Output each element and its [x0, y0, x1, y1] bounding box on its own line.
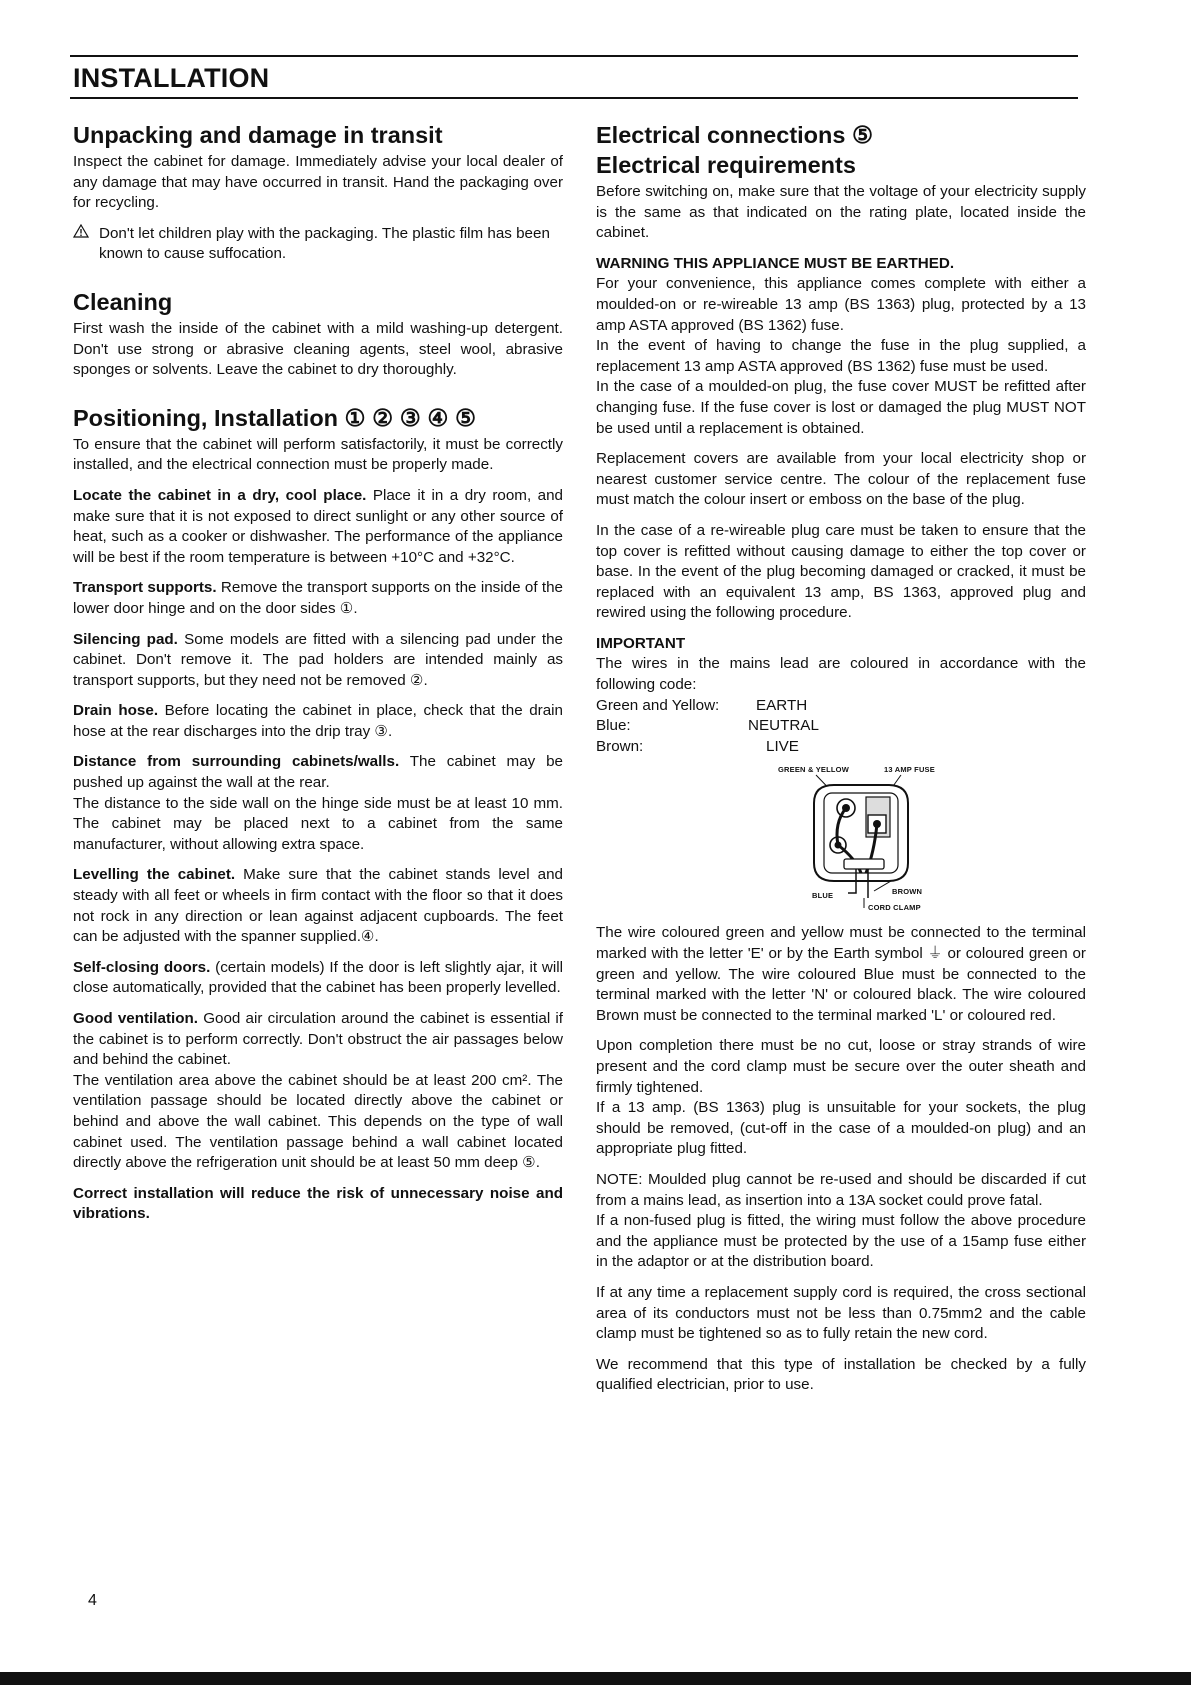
green-yellow-label: GREEN & YELLOW	[778, 765, 849, 775]
moulded-note-paragraph: NOTE: Moulded plug cannot be re-used and should be discarded if cut from a mains lead, as insertion into a 13A socket could prove fatal.	[596, 1170, 1086, 1209]
replacement-covers-paragraph: Replacement covers are available from your local electricity shop or nearest customer service centre. The colour of the replacement fuse must match the colour insert or emboss on the base of the plug.	[596, 450, 1086, 509]
unpacking-heading: Unpacking and damage in transit	[73, 122, 443, 148]
packaging-warning-text: Don't let children play with the packaging. The plastic film has been known to cause suffocation.	[99, 224, 550, 263]
electrical-requirements-heading: Electrical requirements	[596, 152, 856, 178]
cord-clamp-label: CORD CLAMP	[868, 903, 921, 913]
distance-paragraph	[73, 752, 563, 793]
moulded-plug-paragraph: In the case of a moulded-on plug, the fuse cover MUST be refitted after changing fuse. If the fuse cover is lost or damaged the plug MUST NOT be used until a replacement is obtained.	[596, 378, 1086, 437]
levelling-text: Make sure that the cabinet stands level and steady with all feet or wheels in firm contact with the floor so that it does not rock in any direction or lean against adjacent cupboards. The feet can be adjusted with the spanner supplied.④.	[73, 866, 563, 946]
transport-label: Transport supports.	[73, 579, 217, 597]
unsuitable-plug-paragraph: If a 13 amp. (BS 1363) plug is unsuitable for your sockets, the plug should be removed, (cut-off in the case of a moulded-on plug) and an appropriate plug fitted.	[596, 1099, 1086, 1158]
locate-paragraph	[73, 486, 563, 568]
blue-label: BLUE	[812, 891, 834, 901]
important-text: IMPORTANT	[596, 634, 686, 652]
selfclosing-paragraph	[73, 958, 563, 999]
left-column	[73, 122, 563, 1235]
unpacking-text: Inspect the cabinet for damage. Immediately advise your local dealer of any damage that may have occurred in transit. Hand the packaging over for recycling.	[73, 153, 563, 212]
non-fused-paragraph: If a non-fused plug is fitted, the wiring must follow the above procedure and the appliance must be protected by the use of a 15amp fuse either in the adaptor or at the distribution board.	[596, 1212, 1086, 1271]
levelling-paragraph	[73, 865, 563, 947]
transport-text: Remove the transport supports on the inside of the lower door hinge and on the door sides ①.	[73, 579, 563, 617]
drain-label: Drain hose.	[73, 702, 159, 720]
drain-text: Before locating the cabinet in place, check that the drain hose at the rear discharges into the drip tray ③.	[73, 702, 563, 740]
page-title: INSTALLATION	[73, 63, 270, 93]
wire-code-value: NEUTRAL	[748, 717, 819, 735]
electrical-connections-heading: Electrical connections ⑤	[596, 122, 874, 148]
wire-code-table	[596, 696, 1086, 758]
distance-text: The cabinet may be pushed up against the wall at the rear.	[73, 753, 563, 792]
drain-paragraph	[73, 701, 563, 742]
wire-code-key: Green and Yellow:	[596, 696, 720, 714]
positioning-heading: Positioning, Installation ① ② ③ ④ ⑤	[73, 404, 477, 431]
important-label	[596, 634, 1086, 655]
page-number: 4	[88, 1592, 97, 1609]
wire-code-value: LIVE	[766, 737, 799, 755]
voltage-paragraph: Before switching on, make sure that the voltage of your electricity supply is the same as that indicated on the rating plate, located inside the cabinet.	[596, 183, 1086, 242]
packaging-warning	[73, 224, 563, 265]
silencing-label: Silencing pad.	[73, 630, 178, 648]
brown-label: BROWN	[892, 887, 923, 897]
wire-code-key: Blue:	[596, 717, 631, 735]
correct-installation-note	[73, 1184, 563, 1225]
silencing-paragraph	[73, 630, 563, 692]
earthed-warning	[596, 254, 1086, 275]
distance-paragraph-2: The distance to the side wall on the hinge side must be at least 10 mm. The cabinet may be placed next to a cabinet from the same manufacturer, without allowing extra space.	[73, 794, 563, 853]
transport-paragraph	[73, 578, 563, 619]
bottom-bar	[0, 1672, 1191, 1685]
plug-paragraph: For your convenience, this appliance comes complete with either a moulded-on or re-wireable 13 amp (BS 1363) plug, protected by a 13 amp ASTA approved (BS 1362) fuse.	[596, 275, 1086, 334]
wire-code-row	[596, 696, 1086, 717]
top-rule	[70, 55, 1078, 57]
title-rule	[70, 97, 1078, 99]
levelling-label: Levelling the cabinet.	[73, 866, 236, 884]
selfclosing-text: (certain models) If the door is left slightly ajar, it will close automatically, provided that the cabinet has been properly levelled.	[73, 958, 563, 997]
cleaning-heading: Cleaning	[73, 288, 173, 315]
correct-installation-text: Correct installation will reduce the risk of unnecessary noise and vibrations.	[73, 1184, 563, 1223]
ventilation-label: Good ventilation.	[73, 1010, 198, 1027]
fuse-label: 13 AMP FUSE	[884, 765, 935, 775]
warning-triangle-icon	[73, 224, 99, 265]
earthed-warning-text: WARNING THIS APPLIANCE MUST BE EARTHED.	[596, 254, 955, 272]
selfclosing-label: Self-closing doors.	[73, 958, 211, 976]
locate-label: Locate the cabinet in a dry, cool place.	[73, 486, 367, 504]
silencing-text: Some models are fitted with a silencing pad under the cabinet. Don't remove it. The pad holders are intended mainly as transport supports, but they need not be removed ②.	[73, 630, 563, 689]
right-column	[596, 122, 1086, 1406]
rewireable-paragraph: In the case of a re-wireable plug care must be taken to ensure that the top cover is refitted without causing damage to either the top cover or base. In the event of the plug becoming damaged or cracked, it must be replaced with an equivalent 13 amp, BS 1363, approved plug and rewired using the following procedure.	[596, 521, 1086, 622]
ventilation-paragraph-2: The ventilation area above the cabinet should be at least 200 cm². The ventilation passage should be located directly above the cabinet or behind and above the wall cabinet. This depends on the type of wall cabinet used. The ventilation passage behind a wall cabinet located directly above the refrigeration unit should be at least 50 mm deep ⑤.	[73, 1071, 563, 1172]
wire-code-value: EARTH	[756, 696, 808, 714]
completion-paragraph: Upon completion there must be no cut, loose or stray strands of wire present and the cord clamp must be secure over the outer sheath and firmly tightened.	[596, 1037, 1086, 1096]
wire-code-intro: The wires in the mains lead are coloured in accordance with the following code:	[596, 655, 1086, 694]
wire-code-row	[596, 737, 1086, 758]
plug-drawing	[716, 763, 1016, 913]
wire-connection-paragraph: The wire coloured green and yellow must be connected to the terminal marked with the letter 'E' or by the Earth symbol ⏚ or coloured green or green and yellow. The wire coloured Blue must be connected to the terminal marked with the letter 'N' or coloured black. The wire coloured Brown must be connected to the terminal marked 'L' or coloured red.	[596, 924, 1086, 1024]
electrician-paragraph: We recommend that this type of installation be checked by a fully qualified electrician, prior to use.	[596, 1355, 1086, 1394]
cleaning-text: First wash the inside of the cabinet with a mild washing-up detergent. Don't use strong or abrasive cleaning agents, steel wool, abrasive sponges or solvents. Leave the cabinet to dry thoroughly.	[73, 319, 563, 379]
fuse-change-paragraph: In the event of having to change the fuse in the plug supplied, a replacement 13 amp ASTA approved (BS 1362) fuse must be used.	[596, 337, 1086, 375]
distance-label: Distance from surrounding cabinets/walls.	[73, 753, 400, 771]
positioning-intro: To ensure that the cabinet will perform satisfactorily, it must be correctly installed, and the electrical connection must be properly made.	[73, 435, 563, 474]
ventilation-text: Good air circulation around the cabinet is essential if the cabinet is to perform correctly. Don't obstruct the air passages below and behind the cabinet.	[73, 1010, 563, 1069]
replacement-cord-paragraph: If at any time a replacement supply cord is required, the cross sectional area of its conductors must not be less than 0.75mm2 and the cable clamp must be tightened so as to fully retain the new cord.	[596, 1283, 1086, 1343]
ventilation-paragraph	[73, 1009, 563, 1071]
plug-wiring-diagram	[716, 763, 1016, 913]
wire-code-key: Brown:	[596, 737, 644, 755]
wire-code-row	[596, 716, 1086, 737]
locate-text: Place it in a dry room, and make sure that it is not exposed to direct sunlight or any other source of heat, such as a cooker or dishwasher. The performance of the appliance will be best if the room temperature is between +10°C and +32°C.	[73, 486, 563, 566]
